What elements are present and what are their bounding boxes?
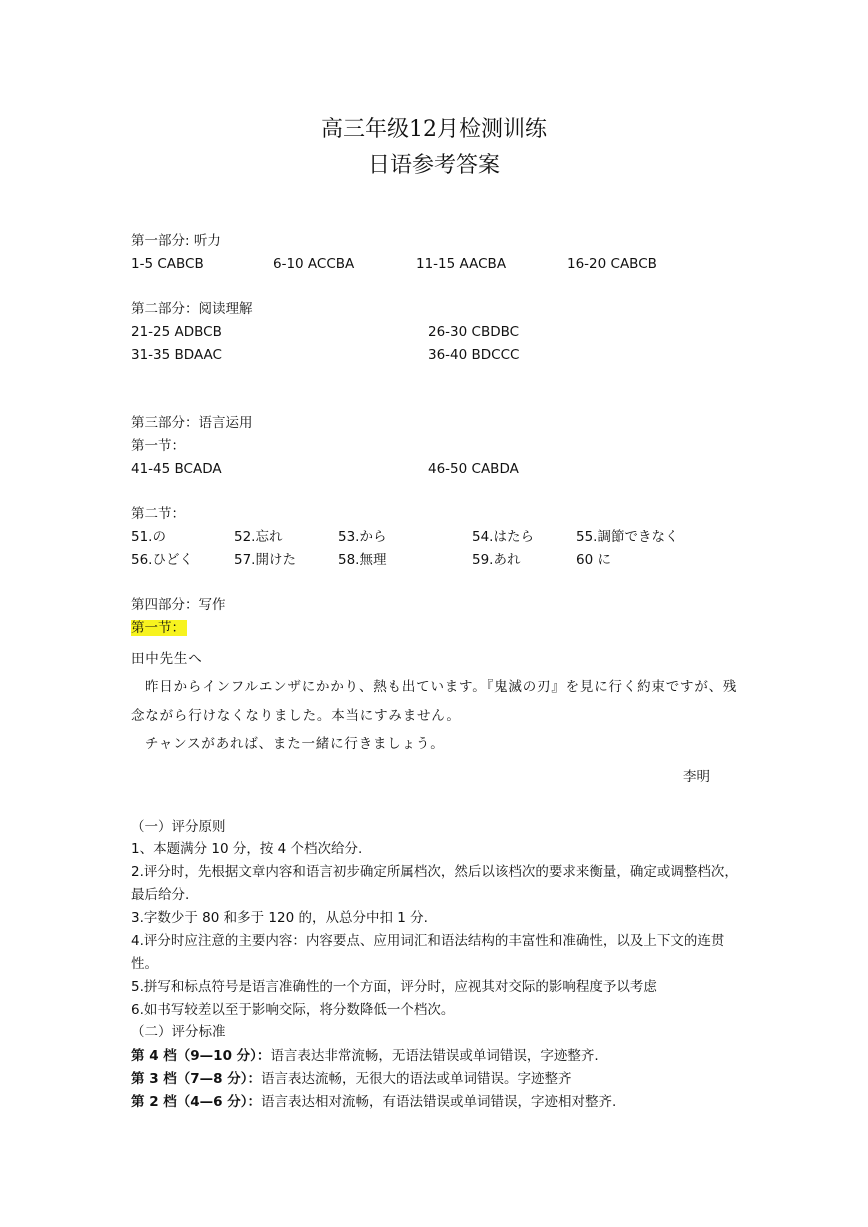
page-subtitle: 日语参考答案 [367, 153, 500, 178]
part2-heading: 第二部分：阅读理解 [131, 301, 253, 317]
grading-principle: 2.评分时，先根据文章内容和语言初步确定所属档次，然后以该档次的要求来衡量，确定或调整档次，最后给分. [131, 864, 738, 903]
part1-heading: 第一部分: 听力 [131, 233, 221, 249]
part3-section1: 第一节： [131, 438, 185, 454]
fill-answer: 60 に [576, 552, 611, 568]
grading-standard [131, 1045, 741, 1068]
part3-heading: 第三部分：语言运用 [131, 415, 253, 431]
grading-principles-heading: （一）评分原则 [131, 819, 226, 835]
answer-range: 41-45 BCADA [131, 461, 222, 477]
answer-range: 26-30 CBDBC [428, 324, 520, 340]
letter-signature: 李明 [683, 769, 710, 785]
grade-description: 语言表达相对流畅，有语法错误或单词错误，字迹相对整齐. [261, 1094, 617, 1110]
grade-label: 第 2 档（4—6 分）： [131, 1094, 262, 1110]
highlighted-section-label: 第一节： [131, 620, 185, 636]
letter-salutation: 田中先生へ [131, 651, 203, 667]
answer-range: 1-5 CABCB [131, 256, 204, 272]
fill-answer: 59.あれ [472, 552, 521, 568]
answer-range: 11-15 AACBA [416, 256, 507, 272]
grading-principle: 4.评分时应注意的主要内容：内容要点、应用词汇和语法结构的丰富性和准确性，以及上下文的连贯性。 [131, 933, 725, 972]
grade-description: 语言表达流畅，无很大的语法或单词错误。字迹整齐 [261, 1071, 572, 1087]
answer-range: 6-10 ACCBA [273, 256, 355, 272]
answer-range: 46-50 CABDA [428, 461, 519, 477]
answer-range: 16-20 CABCB [567, 256, 657, 272]
grading-principle: 5.拼写和标点符号是语言准确性的一个方面，评分时，应视其对交际的影响程度予以考虑 [131, 979, 657, 995]
fill-answer: 58.無理 [338, 552, 387, 568]
page-title: 高三年级12月检测训练 [321, 117, 547, 142]
part4-heading: 第四部分：写作 [131, 597, 226, 613]
fill-answer: 53.から [338, 529, 387, 545]
fill-answer: 54.はたら [472, 529, 534, 545]
fill-answer: 56.ひどく [131, 552, 193, 568]
answer-range: 36-40 BDCCC [428, 347, 520, 363]
fill-answer: 51.の [131, 529, 166, 545]
grade-label: 第 4 档（9—10 分）： [131, 1048, 271, 1064]
part3-section2: 第二节： [131, 506, 185, 522]
letter-paragraph: チャンスがあれば、また一緒に行きましょう。 [145, 736, 445, 752]
fill-answer: 55.調節できなく [576, 529, 679, 545]
grading-principle: 6.如书写较差以至于影响交际，将分数降低一个档次。 [131, 1002, 455, 1018]
grading-principle: 3.字数少于 80 和多于 120 的，从总分中扣 1 分. [131, 910, 428, 926]
fill-answer: 52.忘れ [234, 529, 283, 545]
grade-label: 第 3 档（7—8 分）： [131, 1071, 262, 1087]
grading-standards-heading: （二）评分标准 [131, 1024, 226, 1040]
grading-principle: 1、本题满分 10 分，按 4 个档次给分. [131, 841, 363, 857]
letter-paragraph: 昨日からインフルエンザにかかり、熱も出ています。『鬼滅の刃』を見に行く約束ですが、残念ながら行けなくなりました。本当にすみません。 [131, 679, 738, 724]
part4-section1 [131, 618, 187, 638]
grading-standard [131, 1091, 741, 1114]
grade-description: 语言表达非常流畅，无语法错误或单词错误，字迹整齐. [270, 1048, 599, 1064]
answer-range: 21-25 ADBCB [131, 324, 222, 340]
grading-standard [131, 1068, 741, 1091]
answer-range: 31-35 BDAAC [131, 347, 222, 363]
fill-answer: 57.開けた [234, 552, 296, 568]
